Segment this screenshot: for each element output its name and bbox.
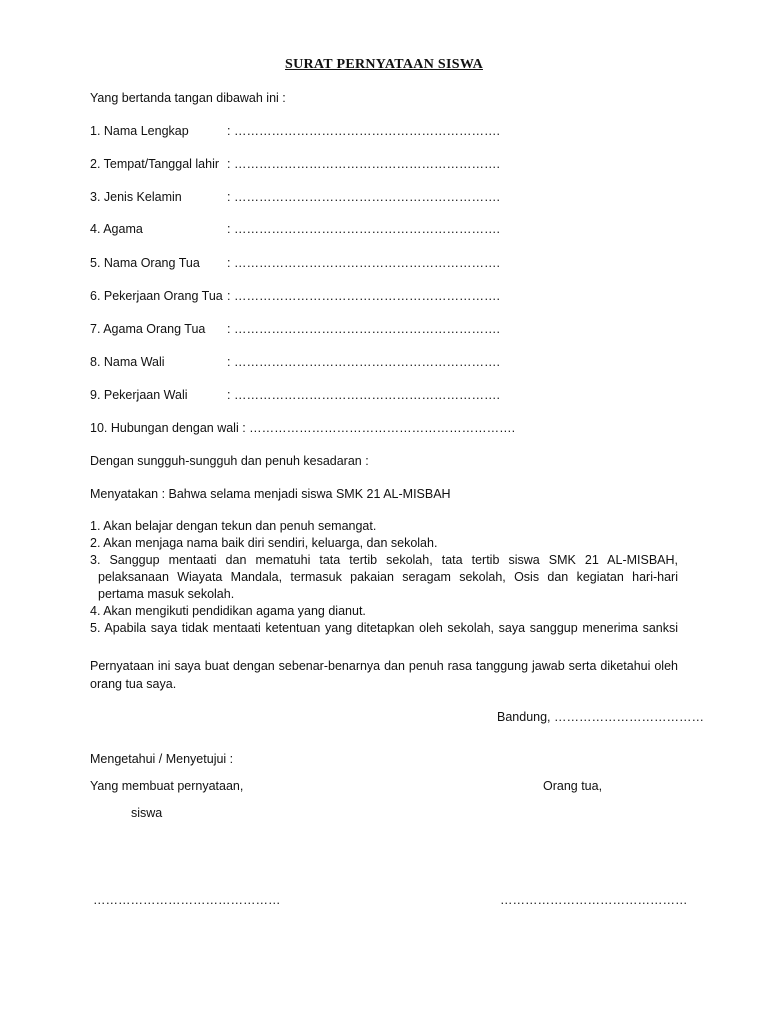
field-blank: : ………………………………………………………. <box>227 289 500 303</box>
field-label: 9. Pekerjaan Wali <box>90 388 188 402</box>
list-item-continuation: pelaksanaan Wiayata Mandala, termasuk pakaian seragam sekolah, Osis dan kegiatan hari-hari pertama masuk sekolah. <box>98 570 678 601</box>
declaration-intro: Dengan sungguh-sungguh dan penuh kesadaran : <box>90 454 369 468</box>
field-tempat-tanggal-lahir <box>90 157 500 171</box>
commitment-list <box>90 518 678 637</box>
list-item-text: 5. Apabila saya tidak mentaati ketentuan yang ditetapkan oleh sekolah, saya sanggup menerima sanksi <box>90 621 678 635</box>
field-pekerjaan-wali <box>90 388 500 402</box>
field-blank: : ………………………………………………………. <box>227 322 500 336</box>
list-item <box>90 518 678 535</box>
field-blank: : ………………………………………………………. <box>227 256 500 270</box>
signer-left-label: Yang membuat pernyataan, <box>90 779 244 793</box>
list-item-text: 3. Sanggup mentaati dan mematuhi tata tertib sekolah, tata tertib siswa SMK 21 AL-MISBAH, <box>90 553 678 567</box>
approval-label: Mengetahui / Menyetujui : <box>90 752 234 766</box>
signer-left-role: siswa <box>131 806 163 820</box>
field-pekerjaan-orang-tua <box>90 289 500 303</box>
field-label: 10. Hubungan dengan wali <box>90 421 239 435</box>
field-blank: : ………………………………………………………. <box>227 388 500 402</box>
place-date: Bandung, ……………………………… <box>497 710 704 724</box>
signature-line-right: ……………………………………… <box>500 893 688 907</box>
field-label: 8. Nama Wali <box>90 355 165 369</box>
list-item <box>90 620 678 637</box>
field-nama-wali <box>90 355 500 369</box>
field-blank: : ………………………………………………………. <box>242 421 516 435</box>
field-blank: : ………………………………………………………. <box>227 355 500 369</box>
list-item-text: 1. Akan belajar dengan tekun dan penuh semangat. <box>90 519 377 533</box>
statement-text: Menyatakan : Bahwa selama menjadi siswa SMK 21 AL-MISBAH <box>90 487 451 501</box>
field-label: 2. Tempat/Tanggal lahir <box>90 157 220 171</box>
field-agama <box>90 222 500 236</box>
list-item <box>90 552 678 603</box>
field-agama-orang-tua <box>90 322 500 336</box>
list-item <box>90 535 678 552</box>
field-label: 6. Pekerjaan Orang Tua <box>90 289 223 303</box>
field-blank: : ………………………………………………………. <box>227 124 500 138</box>
closing-line-2: orang tua saya. <box>90 677 177 691</box>
signer-right-label: Orang tua, <box>543 779 603 793</box>
signature-line-left: ……………………………………… <box>93 893 281 907</box>
list-item-text: 4. Akan mengikuti pendidikan agama yang dianut. <box>90 604 366 618</box>
field-hubungan-dengan-wali <box>90 421 515 435</box>
field-label: 1. Nama Lengkap <box>90 124 189 138</box>
field-blank: : ………………………………………………………. <box>227 157 500 171</box>
field-label: 4. Agama <box>90 222 143 236</box>
field-jenis-kelamin <box>90 190 500 204</box>
intro-text: Yang bertanda tangan dibawah ini : <box>90 91 286 105</box>
field-label: 3. Jenis Kelamin <box>90 190 182 204</box>
field-blank: : ………………………………………………………. <box>227 222 500 236</box>
field-nama-orang-tua <box>90 256 500 270</box>
closing-paragraph <box>90 657 678 693</box>
list-item-text: 2. Akan menjaga nama baik diri sendiri, keluarga, dan sekolah. <box>90 536 438 550</box>
document-title: SURAT PERNYATAAN SISWA <box>285 57 483 72</box>
field-label: 5. Nama Orang Tua <box>90 256 200 270</box>
field-nama-lengkap <box>90 124 500 138</box>
field-blank: : ………………………………………………………. <box>227 190 500 204</box>
list-item <box>90 603 678 620</box>
closing-line-1: Pernyataan ini saya buat dengan sebenar-benarnya dan penuh rasa tanggung jawab serta diketahui oleh <box>90 659 678 673</box>
field-label: 7. Agama Orang Tua <box>90 322 206 336</box>
